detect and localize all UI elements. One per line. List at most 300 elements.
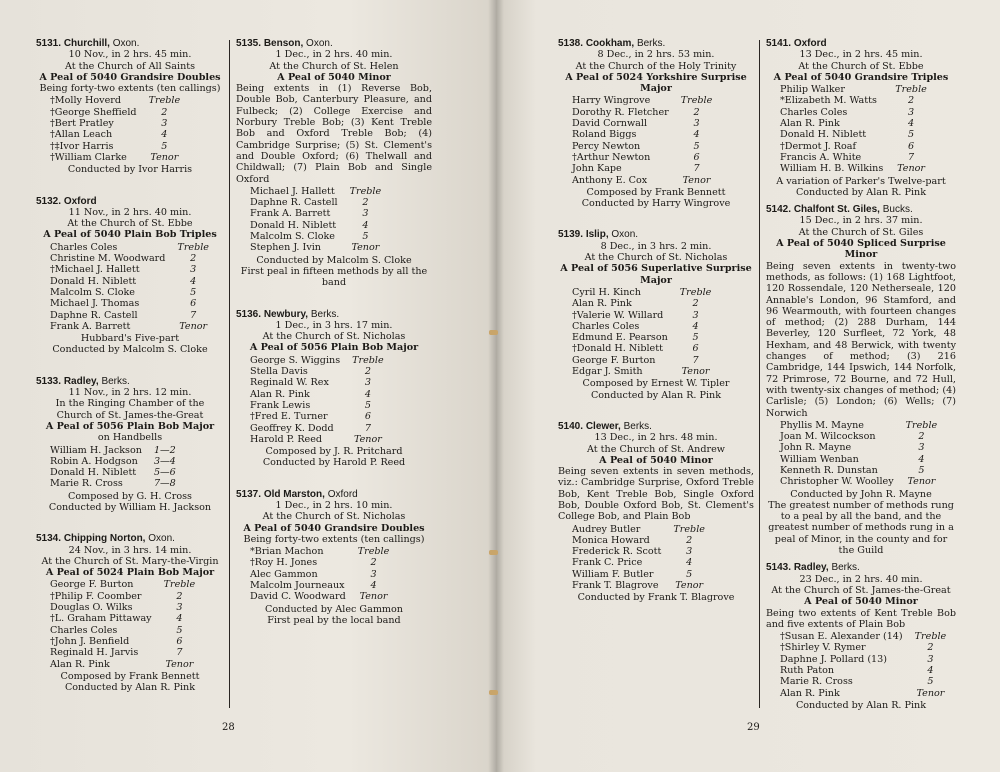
band-row [50, 478, 176, 489]
bell-position: 2 [362, 197, 369, 209]
peal-title: A Peal of 5040 Minor [599, 454, 713, 466]
band-row [780, 420, 937, 431]
ringer-name: Donald H. Niblett [780, 129, 867, 141]
peal-title: A Peal of 5056 Plain Bob Major [45, 420, 215, 432]
peal-record [236, 309, 432, 469]
ringer-name: Alan R. Pink [50, 658, 110, 670]
bell-position: Tenor [897, 163, 925, 175]
band-row [780, 676, 946, 687]
peal-number: 5138. [558, 38, 584, 49]
peal-description: Being forty-two extents (ten callings) [39, 83, 221, 95]
bell-position: 5 [907, 129, 915, 141]
band-row [250, 197, 381, 208]
ringer-name: Frank C. Price [572, 557, 643, 569]
bell-position: Treble [177, 241, 209, 253]
band-list [50, 242, 209, 332]
peal-place: Newbury, [263, 308, 309, 320]
peal-title: A Peal of 5040 Minor [804, 596, 918, 608]
bell-position: Treble [148, 95, 181, 107]
peal-record [36, 533, 224, 693]
band-row [572, 355, 711, 366]
ringer-name: Geoffrey K. Dodd [250, 422, 334, 434]
peal-title: A Peal of 5024 Yorkshire Surprise Major [565, 71, 747, 95]
peal-description: on Handbells [97, 432, 163, 444]
peal-venue: At the Church of St. Giles [798, 226, 924, 238]
bell-position: 2 [693, 106, 700, 118]
peal-conductor: Conducted by Ivor Harris [67, 164, 193, 176]
band-row [50, 456, 176, 467]
band-row [780, 642, 946, 653]
peal-venue: At the Church of St. Ebbe [67, 218, 193, 230]
ringer-name: †Roy H. Jones [250, 557, 318, 569]
ringer-name: Roland Biggs [572, 129, 637, 141]
bell-position: Treble [905, 419, 938, 431]
band-row [250, 355, 384, 366]
ringer-name: Anthony E. Cox [572, 174, 648, 186]
ringer-name: Dorothy R. Fletcher [572, 106, 669, 118]
band-row [250, 557, 389, 568]
band-row [780, 107, 927, 118]
ringer-name: Reginald W. Rex [250, 377, 329, 389]
bell-position: Tenor [165, 658, 194, 670]
peal-conductor: Conducted by Alan R. Pink [795, 699, 927, 711]
band-list [780, 84, 927, 174]
peal-place: Clewer, [585, 420, 621, 432]
peal-header [558, 421, 754, 432]
peal-conductor: Conducted by John R. Mayne [790, 488, 932, 500]
band-row [250, 389, 384, 400]
peal-title: A Peal of 5040 Spliced Surprise Minor [776, 238, 946, 261]
ringer-name: Frederick R. Scott [572, 546, 662, 558]
peal-conductor: Composed by Frank Bennett Conducted by Alan R. Pink [60, 670, 200, 694]
peal-title: A Peal of 5040 Grandsire Triples [773, 71, 949, 83]
ringer-name: †Dermot J. Roaf [780, 140, 856, 152]
band-row [250, 580, 389, 591]
bell-position: 3 [907, 106, 915, 118]
peal-venue: At the Church of St. Helen [269, 60, 399, 72]
ringer-name: George F. Burton [572, 354, 656, 366]
column-3 [558, 38, 754, 624]
peal-county: Oxon. [611, 229, 639, 241]
band-row [572, 118, 712, 129]
peal-venue: At the Church of St. Mary-the-Virgin [41, 555, 219, 567]
peal-conductor: Conducted by Alec Gammon First peal by the local band [265, 603, 403, 626]
ringer-name: Charles Coles [780, 106, 848, 118]
bell-position: 6 [907, 140, 915, 152]
band-row [572, 287, 711, 298]
peal-record [558, 229, 754, 400]
peal-venue: At the Church of the Holy Trinity [575, 60, 737, 72]
bell-position: Tenor [675, 580, 704, 592]
band-row [572, 298, 711, 309]
bell-position: 3 [927, 653, 934, 665]
bell-position: 2 [927, 642, 934, 654]
peal-venue: In the Ringing Chamber of the Church of St. James-the-Great [55, 398, 205, 421]
bell-position: Tenor [353, 433, 382, 445]
band-row [50, 467, 176, 478]
ringer-name: Alan R. Pink [780, 118, 840, 130]
band-row [250, 186, 381, 197]
ringer-name: Phyllis M. Mayne [780, 419, 864, 431]
band-row [50, 107, 180, 118]
peal-number: 5140. [558, 420, 584, 432]
band-row [50, 264, 209, 275]
ringer-name: †Philip F. Coomber [50, 590, 142, 602]
peal-conductor: A variation of Parker's Twelve-part Conducted by Alan R. Pink [776, 175, 946, 198]
bell-position: 5 [686, 568, 693, 580]
ringer-name: †Allan Leach [50, 129, 113, 141]
bell-position: 2 [692, 298, 699, 310]
peal-header [766, 38, 956, 49]
peal-place: Radley, [63, 375, 99, 387]
band-row [50, 310, 209, 321]
ringer-name: Charles Coles [572, 320, 640, 332]
bell-position: Tenor [351, 242, 380, 254]
peal-number: 5141. [766, 38, 792, 49]
peal-record [36, 38, 224, 176]
ringer-name: William F. Butler [572, 568, 654, 580]
peal-county: Oxon. [306, 38, 333, 49]
band-row [50, 95, 180, 106]
peal-description: Being seven extents in seven methods, viz.: Cambridge Surprise, Oxford Treble Bob, Kent Treble Bob, Single Oxford Bob, Double Oxford Bob, St. Clement's College Bob, and Plain Bob [558, 466, 754, 523]
bell-position: 5 [176, 624, 183, 636]
band-row [50, 445, 176, 456]
bell-position: 3 [693, 118, 700, 130]
band-row [572, 557, 705, 568]
band-row [572, 332, 711, 343]
band-row [50, 242, 209, 253]
bell-position: 3—4 [153, 455, 176, 467]
bell-position: 3 [364, 377, 371, 389]
bell-position: 4 [686, 557, 693, 569]
ringer-name: Christopher W. Woolley [780, 476, 894, 488]
ringer-name: Frank Lewis [250, 399, 311, 411]
peal-title: A Peal of 5056 Plain Bob Major [249, 342, 419, 354]
band-row [250, 434, 384, 445]
band-row [572, 546, 705, 557]
ringer-name: Donald H. Niblett [50, 275, 137, 287]
peal-number: 5142. [766, 204, 792, 216]
peal-date: 1 Dec., in 2 hrs. 40 min. [275, 49, 393, 61]
bell-position: Treble [349, 185, 382, 197]
band-row [50, 636, 195, 647]
ringer-name: Alan R. Pink [572, 298, 632, 310]
peal-venue: At the Church of All Saints [64, 60, 196, 72]
band-row [250, 591, 389, 602]
band-row [572, 175, 712, 186]
bell-position: Tenor [907, 476, 936, 488]
peal-number: 5134. [36, 533, 62, 545]
ringer-name: William H. B. Wilkins [780, 163, 884, 175]
band-row [50, 253, 209, 264]
peal-county: Bucks. [882, 204, 913, 216]
peal-header [558, 38, 754, 49]
peal-record [236, 489, 432, 627]
bell-position: 5 [693, 140, 700, 152]
peal-place: Radley, [793, 562, 829, 574]
peal-venue: At the Church of St. James-the-Great [771, 584, 951, 596]
column-2 [236, 38, 432, 646]
bell-position: 2 [364, 366, 371, 378]
ringer-name: Monica Howard [572, 534, 650, 546]
band-row [780, 152, 927, 163]
ringer-name: *Elizabeth M. Watts [780, 95, 877, 107]
peal-number: 5136. [236, 308, 262, 320]
ringer-name: Malcolm S. Cloke [250, 231, 335, 243]
ringer-name: Alan R. Pink [780, 687, 840, 699]
peal-venue: At the Church of St. Nicholas [262, 511, 406, 523]
ringer-name: Charles Coles [50, 241, 118, 253]
bell-position: 2 [370, 557, 377, 569]
peal-number: 5143. [766, 562, 792, 574]
bell-position: 2 [918, 431, 925, 443]
bell-position: 7 [692, 354, 699, 366]
bell-position: 7 [907, 151, 915, 163]
bell-position: 4 [918, 453, 925, 465]
band-row [250, 377, 384, 388]
peal-conductor: Composed by Ernest W. Tipler Conducted by Alan R. Pink [582, 378, 730, 401]
band-row [50, 647, 195, 658]
ringer-name: George F. Burton [50, 579, 134, 591]
band-row [572, 129, 712, 140]
ringer-name: Ruth Paton [780, 665, 835, 677]
bell-position: Tenor [179, 320, 208, 332]
peal-county: Oxon. [112, 38, 140, 49]
band-row [780, 454, 937, 465]
peal-date: 13 Dec., in 2 hrs. 48 min. [594, 432, 718, 444]
band-row [572, 524, 705, 535]
band-row [50, 579, 195, 590]
staple-icon [489, 550, 498, 555]
ringer-name: Edmund E. Pearson [572, 332, 668, 344]
peal-county: Berks. [636, 38, 666, 49]
band-row [572, 321, 711, 332]
bell-position: 6 [176, 635, 183, 647]
band-row [572, 580, 705, 591]
band-list [50, 579, 195, 669]
bell-position: 3 [161, 118, 168, 130]
bell-position: 2 [907, 95, 915, 107]
ringer-name: Joan M. Wilcockson [780, 431, 876, 443]
bell-position: 4 [692, 320, 699, 332]
peal-place: Oxford [63, 195, 97, 207]
band-row [780, 476, 937, 487]
bell-position: 7 [176, 647, 183, 659]
ringer-name: †Molly Hoverd [50, 95, 121, 107]
bell-position: 4 [190, 275, 197, 287]
peal-venue: At the Church of St. Andrew [587, 443, 725, 455]
peal-title: A Peal of 5040 Plain Bob Triples [43, 229, 217, 241]
peal-record [36, 196, 224, 356]
peal-number: 5133. [36, 375, 62, 387]
band-row [50, 625, 195, 636]
ringer-name: Donald H. Niblett [50, 467, 137, 479]
peal-venue: At the Church of St. Nicholas [584, 252, 728, 264]
band-row [50, 602, 195, 613]
bell-position: Tenor [681, 366, 710, 378]
ringer-name: †John J. Benfield [50, 635, 130, 647]
peal-header [36, 38, 224, 49]
book-gutter [488, 0, 504, 772]
ringer-name: Reginald H. Jarvis [50, 647, 139, 659]
band-row [572, 152, 712, 163]
peal-title: A Peal of 5040 Grandsire Doubles [39, 71, 221, 83]
band-row [250, 220, 381, 231]
band-list [572, 287, 711, 377]
peal-number: 5132. [36, 195, 62, 207]
ringer-name: Harry Wingrove [572, 95, 651, 107]
band-row [50, 118, 180, 129]
bell-position: 7 [693, 163, 700, 175]
peal-header [36, 533, 224, 544]
band-row [50, 152, 180, 163]
peal-record [36, 376, 224, 514]
ringer-name: Alec Gammon [250, 568, 318, 580]
ringer-name: Douglas O. Wilks [50, 602, 133, 614]
bell-position: 4 [362, 219, 369, 231]
peal-description: Being seven extents in twenty-two methods, as follows: (1) 168 Lightfoot, 120 Rossendale, 120 Netherseale, 120 Annable's London, 96 Stamford, and 96 Wearmouth, with fourteen changes of method; (2) 288 Durham, 144 Beverley, 120 Surfleet, 72 York, 48 Hexham, and 48 Berwick, with twenty changes of method; (3) 216 Cambridge, 144 Ipswich, 144 Norfolk, 72 Primrose, 72 Bourne, and 72 Hull, with twenty-six changes of method; (4) Carlisle; (5) London; (6) Wells; (7) Norwich [766, 260, 956, 419]
bell-position: 3 [370, 568, 377, 580]
bell-position: 5 [161, 140, 168, 152]
ringer-name: Daphne J. Pollard (13) [780, 653, 888, 665]
band-row [50, 141, 180, 152]
band-list [50, 95, 180, 163]
band-row [50, 276, 209, 287]
band-row [780, 688, 946, 699]
ringer-name: Daphne R. Castell [50, 309, 138, 321]
bell-position: 2 [176, 590, 183, 602]
band-row [572, 569, 705, 580]
column-4 [766, 38, 956, 717]
band-list [572, 95, 712, 185]
band-row [250, 400, 384, 411]
band-row [250, 366, 384, 377]
ringer-name: Charles Coles [50, 624, 118, 636]
ringer-name: †William Clarke [50, 151, 127, 163]
band-row [780, 665, 946, 676]
peal-county: Berks. [831, 562, 860, 574]
bell-position: 5 [927, 676, 934, 688]
bell-position: 4 [927, 665, 934, 677]
ringer-name: Percy Newton [572, 140, 641, 152]
ringer-name: †Bert Pratley [50, 118, 114, 130]
band-list [50, 445, 176, 490]
band-row [572, 310, 711, 321]
ringer-name: Kenneth R. Dunstan [780, 464, 878, 476]
ringer-name: Daphne R. Castell [250, 197, 338, 209]
ringer-name: Cyril H. Kinch [572, 286, 641, 298]
ringer-name: †Shirley V. Rymer [780, 642, 866, 654]
ringer-name: Harold P. Reed [250, 433, 323, 445]
peal-conductor: Composed by J. R. Pritchard Conducted by Harold P. Reed [262, 446, 406, 469]
band-list [250, 355, 384, 445]
band-row [250, 411, 384, 422]
peal-header [766, 562, 956, 573]
column-1 [36, 38, 224, 713]
bell-position: 2 [161, 106, 168, 118]
band-row [250, 231, 381, 242]
peal-date: 24 Nov., in 3 hrs. 14 min. [68, 544, 192, 556]
band-row [250, 569, 389, 580]
bell-position: 3 [686, 546, 693, 558]
band-row [50, 129, 180, 140]
peal-conductor: Composed by G. H. Cross Conducted by William H. Jackson [48, 490, 212, 513]
band-row [780, 141, 927, 152]
bell-position: Treble [673, 523, 705, 535]
bell-position: 7 [190, 309, 197, 321]
peal-county: Oxford [327, 488, 358, 500]
ringer-name: David C. Woodward [250, 591, 346, 603]
ringer-name: †Arthur Newton [572, 151, 651, 163]
page-number-right: 29 [747, 722, 760, 733]
peal-record [558, 421, 754, 604]
peal-record [766, 38, 956, 198]
ringer-name: Edgar J. Smith [572, 366, 643, 378]
bell-position: Tenor [916, 687, 945, 699]
bell-position: 4 [370, 580, 377, 592]
peal-header [36, 196, 224, 207]
bell-position: 5—6 [153, 467, 176, 479]
peal-date: 23 Dec., in 2 hrs. 40 min. [799, 573, 923, 585]
peal-header [36, 376, 224, 387]
bell-position: 4 [693, 129, 700, 141]
band-row [250, 423, 384, 434]
staple-icon [489, 330, 498, 335]
band-row [780, 465, 937, 476]
bell-position: 4 [161, 129, 168, 141]
ringer-name: Donald H. Niblett [250, 219, 337, 231]
band-list [780, 420, 937, 488]
ringer-name: Frank A. Barrett [50, 320, 131, 332]
ringer-name: †‡Ivor Harris [50, 140, 114, 152]
ringer-name: Malcolm Journeaux [250, 580, 345, 592]
peal-header [236, 489, 432, 500]
ringer-name: Marie R. Cross [780, 676, 853, 688]
band-row [780, 163, 927, 174]
bell-position: 6 [693, 151, 700, 163]
bell-position: 3 [190, 264, 197, 276]
ringer-name: Frank T. Blagrove [572, 580, 659, 592]
bell-position: 6 [692, 343, 699, 355]
peal-header [236, 309, 432, 320]
bell-position: 3 [692, 309, 699, 321]
peal-date: 1 Dec., in 3 hrs. 17 min. [275, 319, 393, 331]
bell-position: 5 [918, 464, 925, 476]
peal-title: A Peal of 5040 Grandsire Doubles [243, 522, 425, 534]
band-list [250, 186, 381, 254]
band-row [250, 242, 381, 253]
band-row [572, 343, 711, 354]
band-row [572, 141, 712, 152]
peal-description: Being two extents of Kent Treble Bob and five extents of Plain Bob [766, 607, 956, 630]
column-rule [229, 40, 230, 708]
ringer-name: Malcolm S. Cloke [50, 286, 135, 298]
ringer-name: Marie R. Cross [50, 478, 123, 490]
bell-position: Tenor [682, 174, 711, 186]
peal-header [558, 229, 754, 240]
ringer-name: Philip Walker [780, 84, 845, 96]
bell-position: 2 [686, 534, 693, 546]
peal-county: Berks. [623, 420, 652, 432]
ringer-name: Stephen J. Ivin [250, 242, 321, 254]
peal-record [236, 38, 432, 289]
peal-record [766, 204, 956, 556]
peal-header [236, 38, 432, 49]
peal-place: Old Marston, [263, 488, 325, 500]
peal-conductor: Composed by Frank Bennett Conducted by Harry Wingrove [581, 186, 731, 210]
ringer-name: Robin A. Hodgson [50, 455, 138, 467]
peal-conductor: Conducted by Frank T. Blagrove [577, 592, 735, 604]
